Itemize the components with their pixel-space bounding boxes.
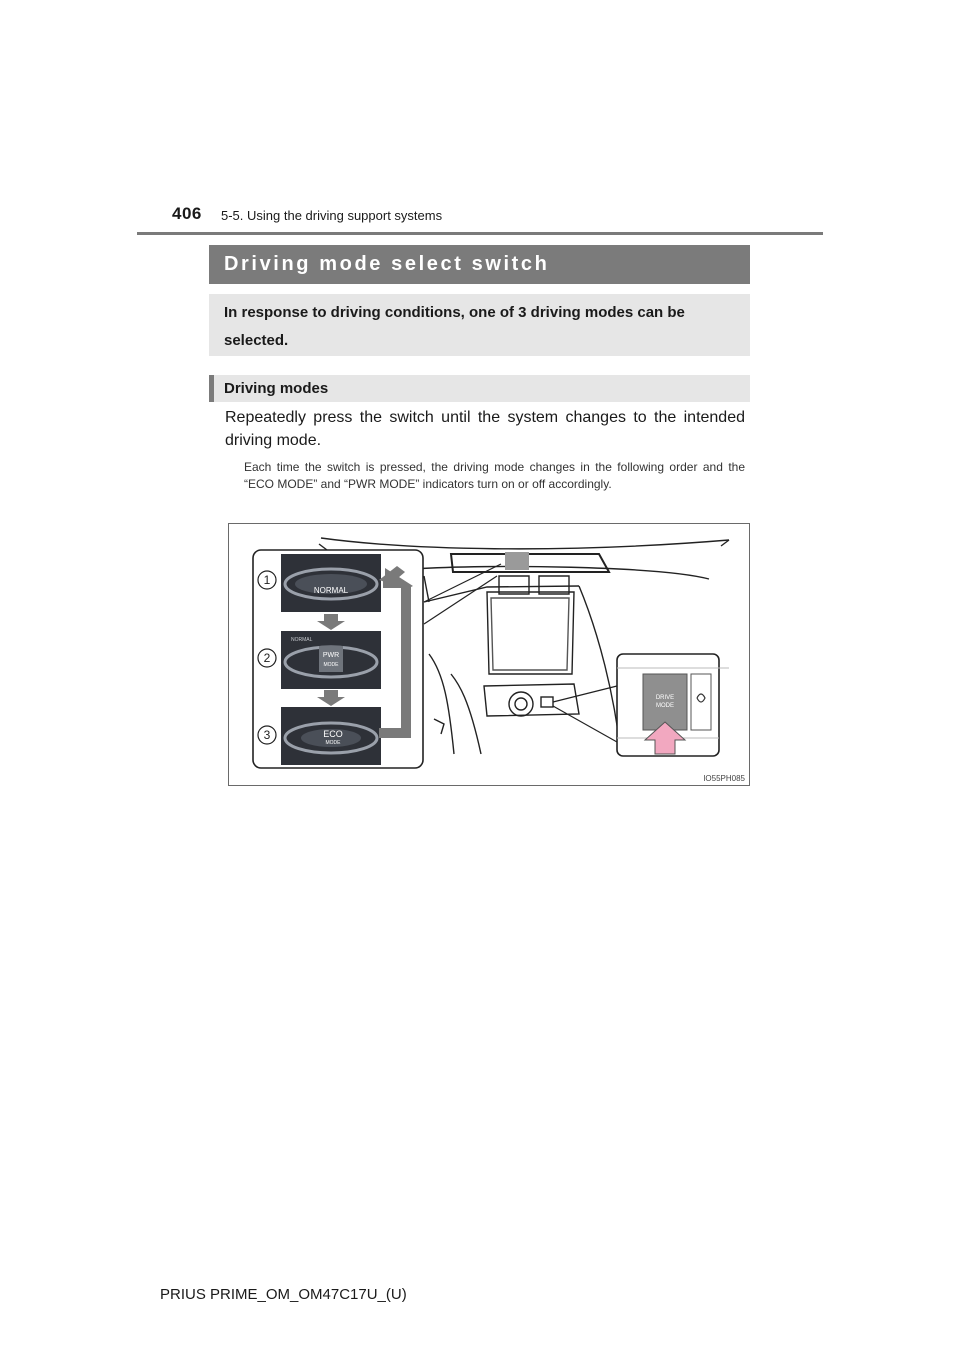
mode-3-label: ECO <box>323 729 343 739</box>
intro-text: In response to driving conditions, one of 3 driving modes can be selected. <box>209 294 750 356</box>
mode-3-number: 3 <box>263 728 271 742</box>
page-title: Driving mode select switch <box>209 245 750 284</box>
note-text: Each time the switch is pressed, the driving mode changes in the following order and the “ECO MODE” and “PWR MODE” indicators turn on or off accordingly. <box>244 460 745 491</box>
mode-2-number: 2 <box>263 651 271 665</box>
mode-2-label: PWR <box>322 652 340 659</box>
mode-1-label: NORMAL <box>313 586 349 595</box>
illustration-svg <box>229 524 749 785</box>
drive-button-label-1: DRIVE <box>655 695 675 701</box>
header-rule <box>137 232 823 235</box>
mode-2-sublabel: MODE <box>323 662 339 668</box>
figure-code: IO55PH085 <box>703 774 745 783</box>
mode-1-number: 1 <box>263 573 271 587</box>
instruction-text: Repeatedly press the switch until the system changes to the intended driving mode. <box>225 409 745 449</box>
drive-button-label-2: MODE <box>656 703 674 709</box>
mode-2-side-label: NORMAL <box>291 637 313 643</box>
mode-3-sublabel: MODE <box>325 740 341 746</box>
section-title: 5-5. Using the driving support systems <box>221 208 443 223</box>
page-number: 406 <box>172 204 202 223</box>
footer-model-code: PRIUS PRIME_OM_OM47C17U_(U) <box>160 1286 407 1303</box>
subsection-heading: Driving modes <box>209 375 750 402</box>
driving-mode-illustration <box>228 523 750 786</box>
